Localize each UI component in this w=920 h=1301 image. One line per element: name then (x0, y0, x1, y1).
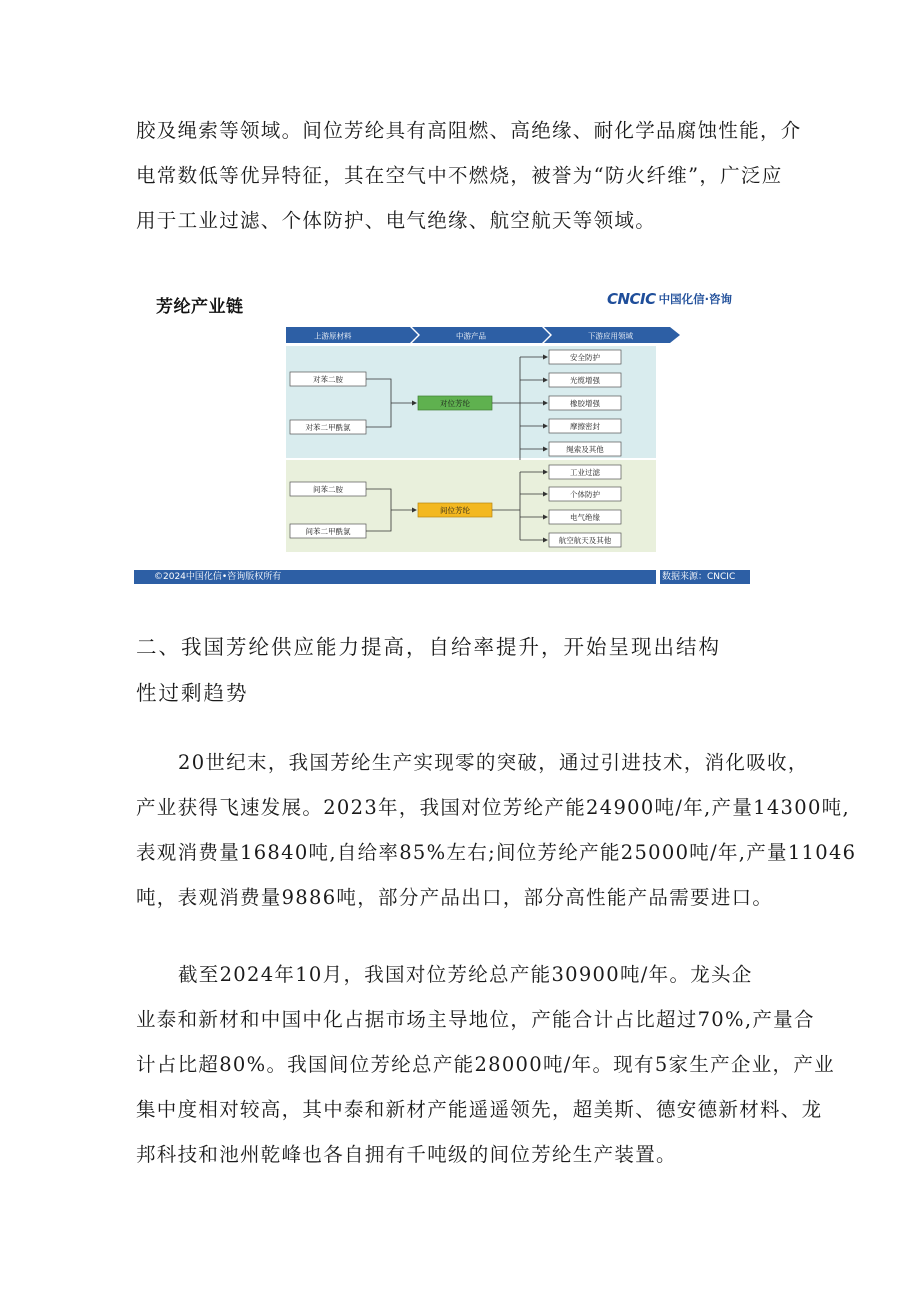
cncic-logo (607, 290, 732, 308)
paragraph-line: 用于工业过滤、个体防护、电气绝缘、航空航天等领域。 (136, 209, 657, 232)
paragraph-line: 集中度相对较高，其中泰和新材产能遥遥领先，超美斯、德安德新材料、龙 (136, 1098, 823, 1121)
stage-arrow-upstream (286, 327, 418, 343)
paragraph-line: 产业获得飞速发展。2023年，我国对位芳纶产能24900吨/年,产量14300吨, (136, 796, 850, 819)
footer-divider (656, 570, 660, 584)
paragraph-line: 胶及绳索等领域。间位芳纶具有高阻燃、高绝缘、耐化学品腐蚀性能，介 (136, 119, 802, 142)
stage-label-upstream: 上游原材料 (314, 331, 352, 341)
copyright-text: ©2024中国化信•咨询版权所有 (154, 572, 282, 582)
product-label: 对位芳纶 (440, 399, 470, 408)
paragraph-aramid-properties (136, 108, 802, 243)
application-label: 安全防护 (570, 353, 600, 362)
paragraph-line: 截至2024年10月，我国对位芳纶总产能30900吨/年。龙头企 (178, 963, 753, 986)
input-label: 间苯二胺 (313, 485, 343, 494)
figure-title: 芳纶产业链 (156, 297, 244, 317)
paragraph-line: 吨，表观消费量9886吨，部分产品出口，部分高性能产品需要进口。 (136, 886, 774, 909)
stage-label-downstream: 下游应用领域 (588, 331, 633, 341)
product-label: 间位芳纶 (440, 506, 470, 515)
application-label: 个体防护 (570, 490, 600, 499)
heading-line: 二、我国芳纶供应能力提高，自给率提升，开始呈现出结构 (136, 635, 721, 659)
application-label: 绳索及其他 (566, 445, 604, 454)
industry-chain-diagram (286, 326, 786, 552)
paragraph-line: 邦科技和池州乾峰也各自拥有千吨级的间位芳纶生产装置。 (136, 1143, 677, 1166)
input-label: 对苯二胺 (313, 375, 343, 384)
section-heading (136, 624, 796, 716)
application-label: 摩擦密封 (570, 422, 600, 431)
stage-label-midstream: 中游产品 (456, 331, 486, 341)
aramid-industry-chain-figure (134, 276, 750, 588)
paragraph-line: 20世纪末，我国芳纶生产实现零的突破，通过引进技术，消化吸收， (178, 751, 809, 774)
figure-footer-bar (134, 570, 750, 584)
paragraph-line: 表观消费量16840吨,自给率85%左右;间位芳纶产能25000吨/年,产量11046 (136, 841, 857, 864)
application-label: 航空航天及其他 (558, 536, 612, 545)
paragraph-line: 业泰和新材和中国中化占据市场主导地位，产能合计占比超过70%,产量合 (136, 1008, 815, 1031)
input-label: 对苯二甲酰氯 (305, 423, 351, 432)
data-source-text: 数据来源：CNCIC (662, 572, 736, 582)
paragraph-industry-concentration (136, 952, 835, 1177)
paragraph-supply-capacity (136, 740, 857, 920)
application-label: 工业过滤 (570, 468, 600, 477)
paragraph-line: 计占比超80%。我国间位芳纶总产能28000吨/年。现有5家生产企业，产业 (136, 1053, 835, 1076)
application-label: 光缆增强 (570, 376, 600, 385)
input-label: 间苯二甲酰氯 (305, 527, 351, 536)
paragraph-line: 电常数低等优异特征，其在空气中不燃烧，被誉为“防火纤维”，广泛应 (136, 164, 783, 187)
heading-line: 性过剩趋势 (136, 681, 249, 705)
application-label: 橡胶增强 (570, 399, 600, 408)
logo-mark: CNCIC (606, 290, 656, 308)
logo-text: 中国化信·咨询 (658, 292, 732, 306)
application-label: 电气绝缘 (570, 513, 600, 522)
